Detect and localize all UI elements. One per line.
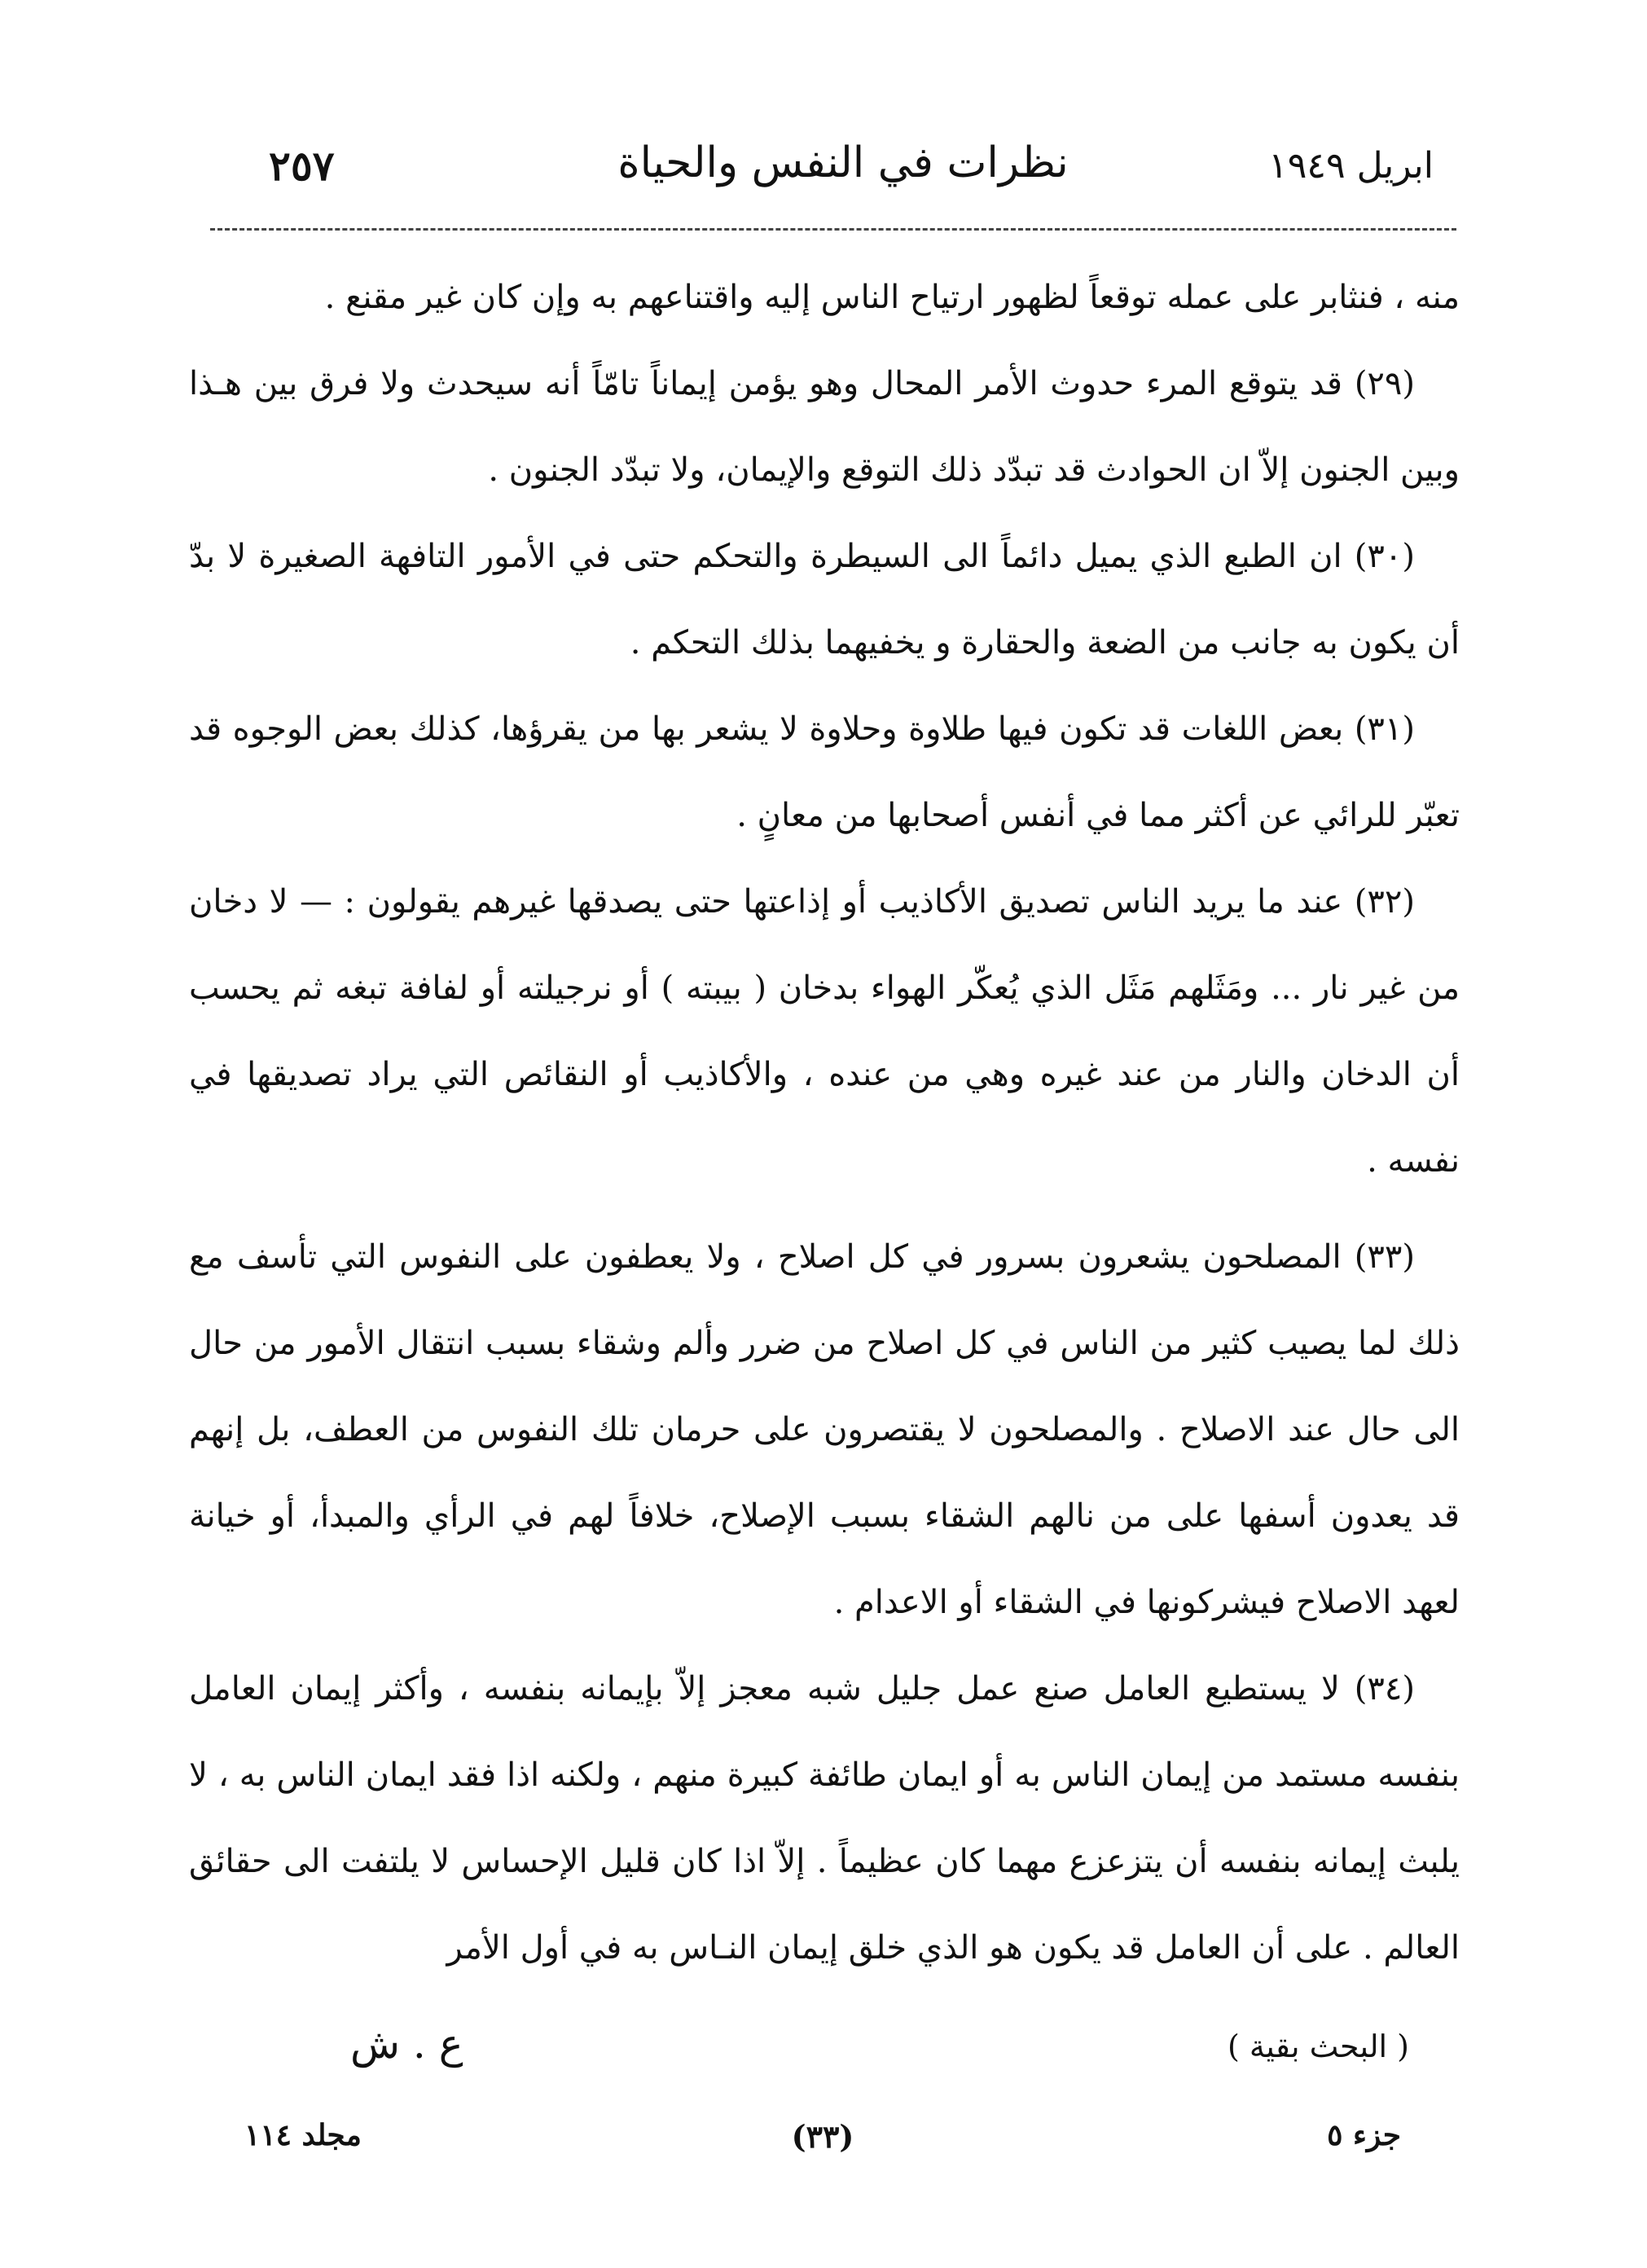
paragraph-continuation: منه ، فنثابر على عمله توقعاً لظهور ارتياح الناس إليه واقتناعهم به وإن كان غير مقنع . — [324, 279, 1460, 316]
article-body — [189, 254, 1460, 1991]
issue-date: ابريل ١٩٤٩ — [1268, 145, 1434, 187]
paragraph-31: (٣١) بعض اللغات قد تكون فيها طلاوة وحلاوة لا يشعر بها من يقرؤها، كذلك بعض الوجوه قد تعبّر للرائي عن أكثر مما في أنفس أصحابها من معانٍ . — [189, 710, 1460, 834]
paragraph-32: (٣٢) عند ما يريد الناس تصديق الأكاذيب أو إذاعتها حتى يصدقها غيرهم يقولون : — لا دخان من غير نار ... ومَثَلهم مَثَل الذي يُعكّر الهواء بدخان ( بيبته ) أو نرجيلته أو لفافة تبغه ثم يحسب أن الدخان والنار من عند غيره وهي من عنده ، والأكاذيب أو النقائص التي يراد تصديقها في نفسه . — [189, 883, 1460, 1180]
paragraph-34: (٣٤) لا يستطيع العامل صنع عمل جليل شبه معجز إلاّ بإيمانه بنفسه ، وأكثر إيمان العامل بنفسه مستمد من إيمان الناس به أو ايمان طائفة كبيرة منهم ، ولكنه اذا فقد ايمان الناس به ، لا يلبث إيمانه بنفسه أن يتزعزع مهما كان عظيماً . إلاّ اذا كان قليل الإحساس لا يلتفت الى حقائق العالم . على أن العامل قد يكون هو الذي خلق إيمان النـاس به في أول الأمر — [189, 1670, 1460, 1967]
paragraph-29: (٢٩) قد يتوقع المرء حدوث الأمر المحال وهو يؤمن إيماناً تامّاً أنه سيحدث ولا فرق بين هـذا وبين الجنون إلاّ ان الحوادث قد تبدّد ذلك التوقع والإيمان، ولا تبدّد الجنون . — [189, 365, 1460, 489]
paragraph-33: (٣٣) المصلحون يشعرون بسرور في كل اصلاح ، ولا يعطفون على النفوس التي تأسف مع ذلك لما يصيب كثير من الناس في كل اصلاح من ضرر وألم وشقاء بسبب انتقال الأمور من حال الى حال عند الاصلاح . والمصلحون لا يقتصرون على حرمان تلك النفوس من العطف، بل إنهم قد يعدون أسفها على من نالهم الشقاء بسبب الإصلاح، خلافاً لهم في الرأي والمبدأ، أو خيانة لعهد الاصلاح فيشركونها في الشقاء أو الاعدام . — [189, 1238, 1460, 1621]
author-signature: ع . ش — [350, 2020, 463, 2068]
running-header — [253, 138, 1434, 204]
issue-part: جزء ٥ — [1327, 2118, 1401, 2152]
header-divider — [210, 228, 1456, 231]
article-title: نظرات في النفس والحياة — [617, 138, 1069, 187]
page-footer — [244, 2118, 1401, 2167]
paragraph-30: (٣٠) ان الطبع الذي يميل دائماً الى السيطرة والتحكم حتى في الأمور التافهة الصغيرة لا بدّ أن يكون به جانب من الضعة والحقارة و يخفيهما بذلك التحكم . — [189, 538, 1460, 662]
volume-number: مجلد ١١٤ — [244, 2118, 362, 2152]
sheet-number: (٣٣) — [791, 2118, 854, 2155]
continued-note: ( البحث بقية ) — [1228, 2028, 1409, 2064]
page-number: ٢٥٧ — [269, 142, 335, 190]
article-end — [236, 2020, 1409, 2077]
